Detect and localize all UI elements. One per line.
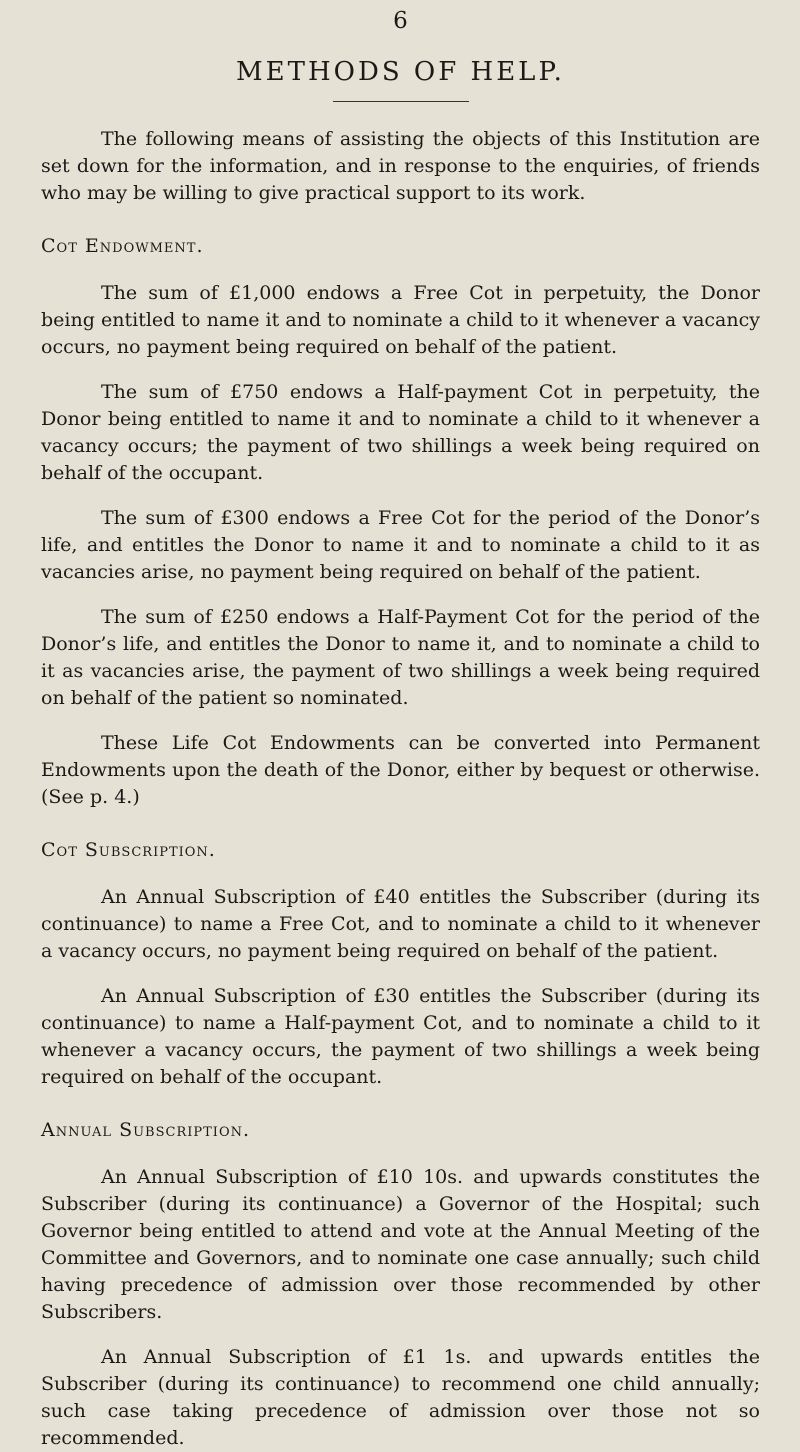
section-heading-cot-subscription: Cot Subscription. <box>41 839 216 861</box>
paragraph-free-cot-perpetuity: The sum of £1,000 endows a Free Cot in perpetuity, the Donor being entitled to name it and to nominate a child to it whenever a vacancy occurs, no payment being required on behalf of the patient. <box>41 282 760 358</box>
paragraph-half-payment-cot-life: The sum of £250 endows a Half-Payment Cot for the period of the Donor’s life, and entitles the Donor to name it, and to nominate a child to it as vacancies arise, the payment of two shillings a week being required on behalf of the patient so nominated. <box>41 606 760 709</box>
intro-paragraph: The following means of assisting the objects of this Institution are set down for the information, and in response to the enquiries, of friends who may be willing to give practical support to its work. <box>41 128 760 204</box>
paragraph-life-cot-conversion: These Life Cot Endowments can be converted into Permanent Endowments upon the death of the Donor, either by bequest or otherwise. (See p. 4.) <box>41 732 760 808</box>
page-title: METHODS OF HELP. <box>236 57 565 87</box>
title-divider <box>333 101 469 102</box>
section-heading-annual-subscription: Annual Subscription. <box>41 1119 251 1141</box>
paragraph-free-cot-life: The sum of £300 endows a Free Cot for the period of the Donor’s life, and entitles the Donor to name it and to nominate a child to it as vacancies arise, no payment being required on behalf of the patient. <box>41 507 760 583</box>
section-heading-cot-endowment: Cot Endowment. <box>41 235 204 257</box>
paragraph-one-guinea-subscription: An Annual Subscription of £1 1s. and upwards entitles the Subscriber (during its continuance) to recommend one child annually; such case taking precedence of admission over those not so recommended. <box>41 1346 760 1449</box>
paragraph-forty-pound-subscription: An Annual Subscription of £40 entitles the Subscriber (during its continuance) to name a Free Cot, and to nominate a child to it whenever a vacancy occurs, no payment being required on behalf of the patient. <box>41 886 760 962</box>
paragraph-thirty-pound-subscription: An Annual Subscription of £30 entitles the Subscriber (during its continuance) to name a Half-payment Cot, and to nominate a child to it whenever a vacancy occurs, the payment of two shillings a week being required on behalf of the occupant. <box>41 985 760 1088</box>
page-number: 6 <box>393 8 408 34</box>
paragraph-governor-subscription: An Annual Subscription of £10 10s. and upwards constitutes the Subscriber (during its continuance) a Governor of the Hospital; such Governor being entitled to attend and vote at the Annual Meeting of the Committee and Governors, and to nominate one case annually; such child having precedence of admission over those recommended by other Subscribers. <box>41 1166 760 1323</box>
paragraph-half-payment-cot-perpetuity: The sum of £750 endows a Half-payment Cot in perpetuity, the Donor being entitled to name it and to nominate a child to it whenever a vacancy occurs; the payment of two shillings a week being required on behalf of the occupant. <box>41 381 760 484</box>
